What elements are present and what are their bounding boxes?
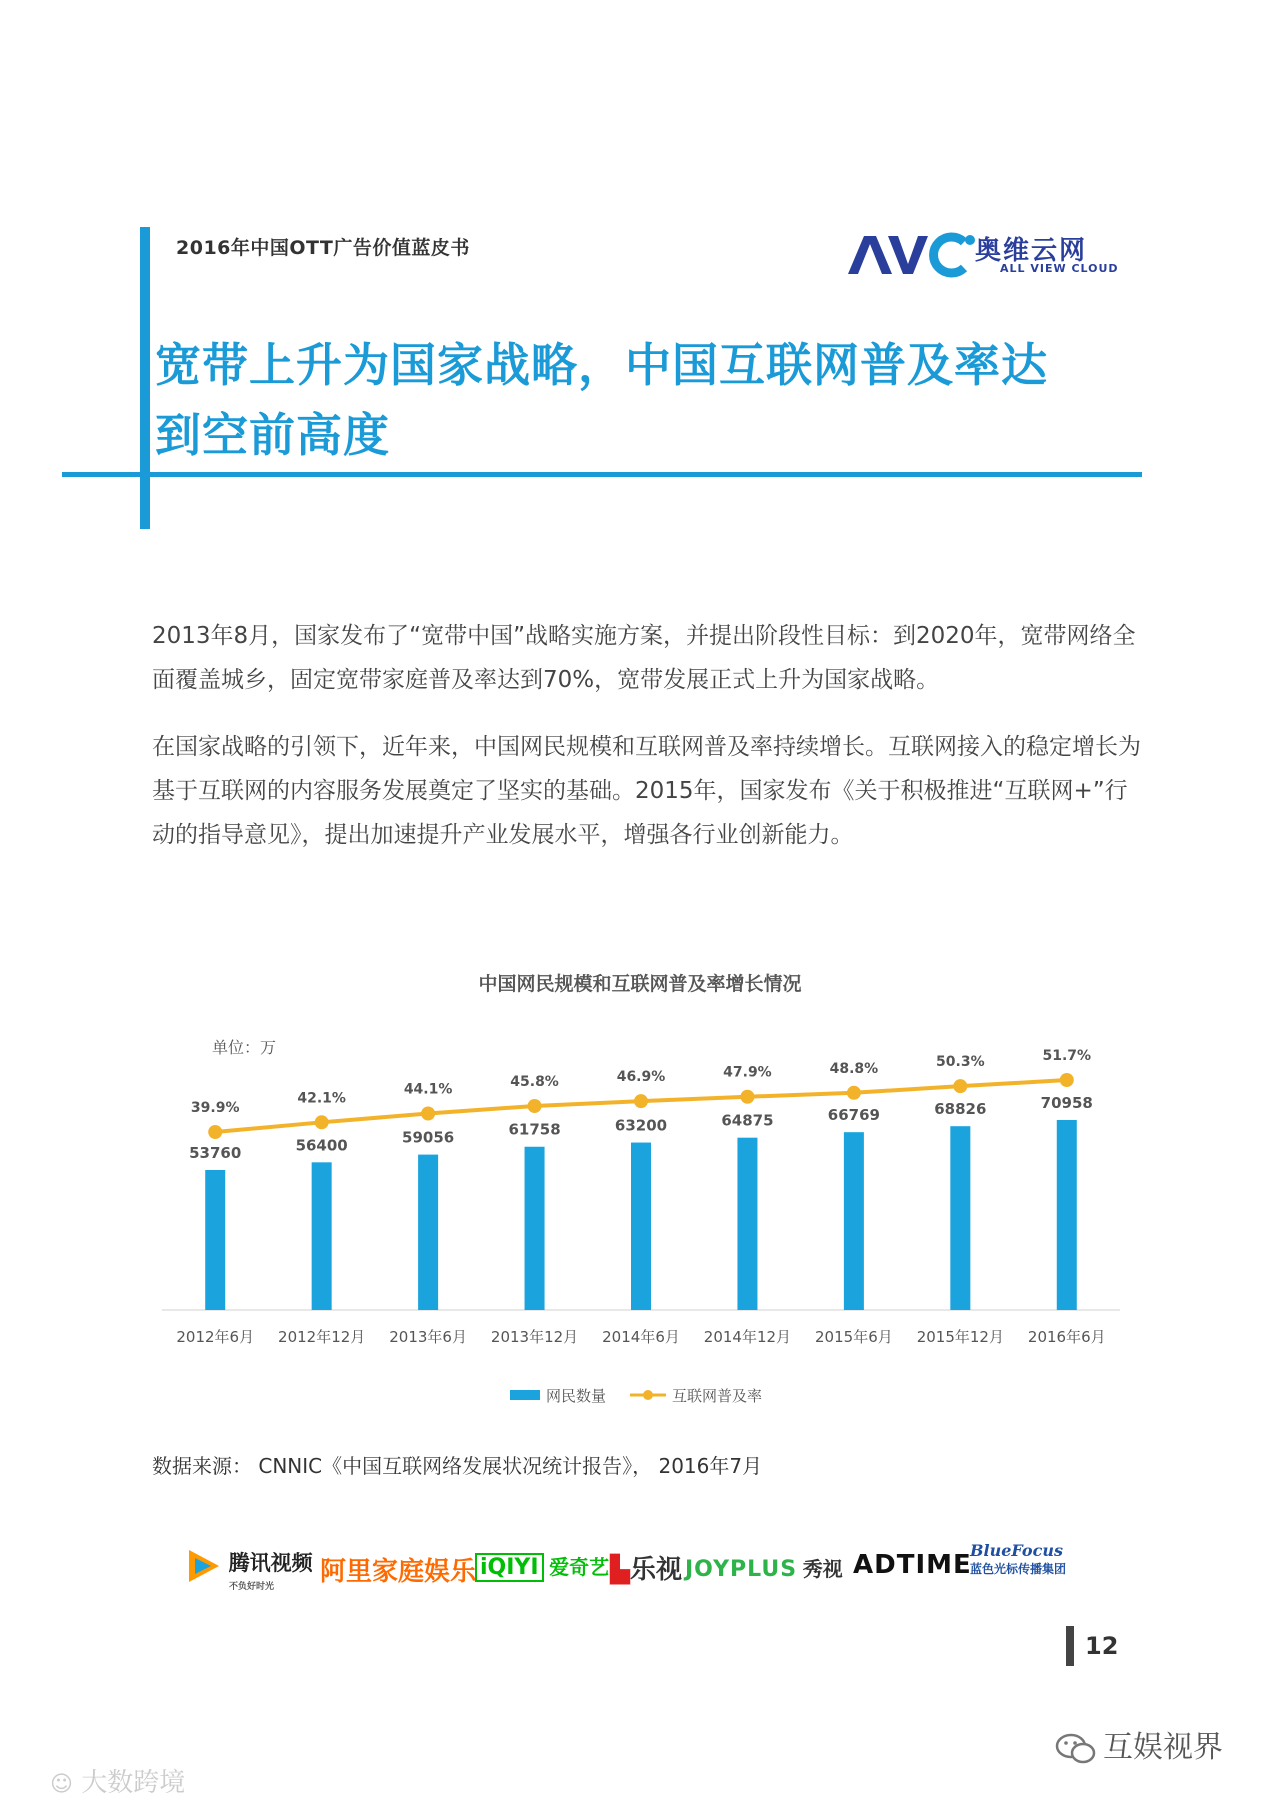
bar-label-4: 63200	[614, 1116, 668, 1135]
line-label-0: 39.9%	[190, 1100, 240, 1116]
line-label-7: 50.3%	[936, 1054, 985, 1071]
line-point-7	[953, 1079, 967, 1093]
line-label-1: 42.1%	[297, 1090, 346, 1107]
bar-label-6: 66769	[827, 1106, 880, 1125]
chart-title: 中国网民规模和互联网普及率增长情况	[478, 973, 802, 995]
line-label-5: 47.9%	[723, 1064, 772, 1081]
bar-label-3: 61758	[508, 1120, 561, 1139]
bluefocus-logo	[970, 1541, 1066, 1577]
line-label-4: 46.9%	[616, 1069, 666, 1086]
logo-text-cn: 奥维云网	[975, 236, 1088, 266]
wechat-icon	[1055, 1732, 1097, 1766]
x-tick-label-5: 2014年12月	[703, 1328, 792, 1346]
internet-growth-chart	[150, 950, 1130, 1420]
bar-label-7: 68826	[934, 1100, 987, 1119]
line-label-3: 45.8%	[510, 1074, 559, 1090]
letv-mark-icon: ▙	[610, 1555, 630, 1585]
headline-line-1: 宽带上升为国家战略，中国互联网普及率达	[155, 338, 1048, 392]
x-tick-label-6: 2015年6月	[815, 1328, 893, 1346]
line-point-4	[634, 1094, 648, 1108]
bar-7	[950, 1126, 970, 1310]
partner-name: JOYPLUS	[685, 1557, 798, 1582]
report-title: 2016年中国OTT广告价值蓝皮书	[176, 237, 470, 259]
watermark-left	[50, 1762, 185, 1799]
bar-5	[737, 1138, 757, 1310]
watermark-left-text: 大数跨境	[81, 1768, 186, 1798]
headline-underline	[62, 472, 1142, 477]
page-headline	[155, 330, 1135, 470]
data-source: 数据来源： CNNIC《中国互联网络发展状况统计报告》， 2016年7月	[152, 1454, 763, 1478]
legend-line-label: 互联网普及率	[672, 1387, 763, 1405]
legend-line-marker	[643, 1390, 653, 1400]
paragraph-2: 在国家战略的引领下，近年来，中国网民规模和互联网普及率持续增长。互联网接入的稳定增长为基于互联网的内容服务发展奠定了坚实的基础。2015年，国家发布《关于积极推进“互联网+”行动的指导意见》，提出加速提升产业发展水平，增强各行业创新能力。	[152, 734, 1141, 848]
line-point-8	[1060, 1073, 1074, 1087]
avc-logo-mark-icon	[846, 228, 986, 284]
legend-bar-label: 网民数量	[546, 1387, 607, 1405]
logo-text-en: ALL VIEW CLOUD	[1000, 262, 1119, 275]
bar-6	[844, 1132, 864, 1310]
line-label-8: 51.7%	[1042, 1048, 1092, 1064]
line-label-6: 48.8%	[829, 1060, 879, 1077]
alibaba-home-logo: 阿里家庭娱乐	[320, 1557, 477, 1587]
line-point-6	[847, 1086, 861, 1100]
x-tick-label-1: 2012年12月	[278, 1328, 366, 1346]
joyplus-logo	[685, 1553, 843, 1582]
paragraph-1: 2013年8月，国家发布了“宽带中国”战略实施方案，并提出阶段性目标：到2020年，宽带网络全面覆盖城乡，固定宽带家庭普及率达到70%，宽带发展正式上升为国家战略。	[152, 623, 1136, 693]
partner-name: 乐视	[630, 1555, 683, 1585]
x-tick-label-0: 2012年6月	[176, 1328, 255, 1346]
watermark-left-icon: ☺	[50, 1772, 73, 1797]
bar-4	[631, 1143, 651, 1310]
partner-sub: 蓝色光标传播集团	[970, 1562, 1067, 1576]
adtime-logo: ADTIME	[853, 1550, 972, 1580]
iqiyi-logo	[475, 1551, 609, 1580]
partner-suffix: 秀视	[802, 1557, 843, 1581]
line-point-0	[208, 1125, 222, 1139]
bar-label-1: 56400	[295, 1136, 348, 1155]
iqiyi-mark: iQIYI	[475, 1553, 544, 1582]
partner-name: 爱奇艺	[549, 1555, 610, 1579]
line-point-1	[315, 1115, 329, 1129]
tencent-video-logo	[185, 1547, 313, 1592]
x-tick-label-7: 2015年12月	[916, 1328, 1004, 1346]
x-tick-label-8: 2016年6月	[1027, 1328, 1106, 1346]
bar-label-5: 64875	[721, 1111, 774, 1130]
bar-2	[418, 1155, 438, 1310]
page-number-bar	[1066, 1626, 1074, 1666]
bar-label-8: 70958	[1040, 1094, 1093, 1112]
tencent-play-icon	[185, 1548, 223, 1584]
x-tick-label-3: 2013年12月	[490, 1328, 579, 1346]
chart-unit-label: 单位：万	[212, 1038, 277, 1057]
line-point-3	[528, 1099, 542, 1113]
line-label-2: 44.1%	[403, 1081, 453, 1098]
legend-bar-swatch	[510, 1390, 540, 1400]
bar-label-2: 59056	[402, 1128, 455, 1147]
bar-8	[1057, 1120, 1077, 1310]
partner-name: 腾讯视频	[228, 1551, 313, 1575]
page-number: 12	[1085, 1632, 1119, 1660]
bar-label-0: 53760	[189, 1144, 242, 1162]
bar-0	[205, 1170, 225, 1310]
bar-3	[525, 1147, 545, 1310]
bar-1	[312, 1162, 332, 1310]
x-tick-label-4: 2014年6月	[602, 1328, 680, 1346]
partner-logos	[185, 1535, 1085, 1595]
letv-logo	[610, 1549, 682, 1586]
partner-sub: 不负好时光	[229, 1582, 275, 1592]
partner-name: BlueFocus	[970, 1541, 1063, 1560]
watermark-right-text: 互娱视界	[1103, 1730, 1223, 1765]
header-accent-bar	[140, 227, 150, 529]
headline-line-2: 到空前高度	[155, 408, 390, 462]
line-point-5	[740, 1090, 754, 1104]
line-point-2	[421, 1106, 435, 1120]
watermark-right	[1055, 1722, 1223, 1766]
x-tick-label-2: 2013年6月	[389, 1328, 467, 1346]
